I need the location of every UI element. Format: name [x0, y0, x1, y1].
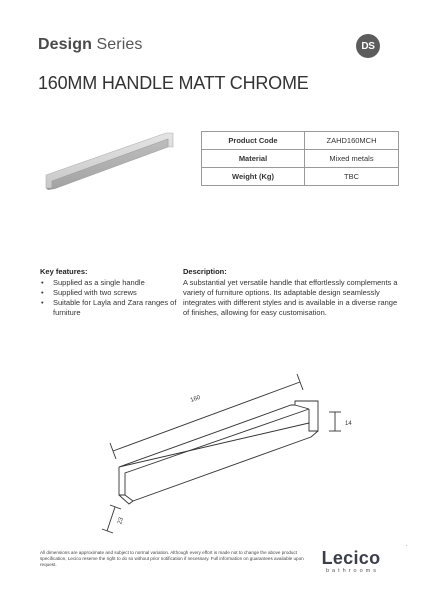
length-dimension	[110, 374, 303, 459]
table-row	[202, 150, 399, 168]
series-bold: Design	[38, 36, 92, 53]
spec-value: TBC	[305, 168, 399, 186]
description-text: A substantial yet versatile handle that effortlessly complements a variety of furniture options. Its adaptable design seamlessly integrates with different styles and is available in a diverse range of finishes, allowing for easy customisation.	[183, 278, 398, 317]
spec-table	[201, 131, 399, 186]
bullet-icon: •	[41, 298, 44, 307]
lecico-logo	[320, 549, 382, 574]
description-heading: Description:	[183, 267, 227, 276]
length-label: 160	[189, 394, 202, 404]
key-features-heading: Key features:	[40, 267, 88, 276]
logo-name: Lecico	[321, 548, 381, 568]
table-row	[202, 132, 399, 150]
decorative-dot	[406, 545, 407, 546]
list-item	[40, 298, 180, 318]
page-title: 160MM HANDLE MATT CHROME	[38, 73, 309, 93]
height-label: 14	[345, 421, 352, 427]
feature-text: Suitable for Layla and Zara ranges of furniture	[53, 298, 177, 317]
spec-label: Weight (Kg)	[202, 168, 305, 186]
feature-text: Supplied with two screws	[53, 288, 137, 297]
series-rest: Series	[91, 36, 143, 53]
key-features-list	[40, 278, 180, 318]
bullet-icon: •	[41, 288, 44, 297]
handle-outline	[119, 401, 318, 504]
spec-value: ZAHD160MCH	[305, 132, 399, 150]
bullet-icon: •	[41, 278, 44, 287]
handle-product-image	[40, 125, 190, 205]
logo-subtitle: bathrooms	[326, 568, 379, 574]
spec-label: Material	[202, 150, 305, 168]
ds-badge: DS	[356, 34, 380, 58]
feature-text: Supplied as a single handle	[53, 278, 145, 287]
technical-drawing	[95, 365, 395, 540]
spec-label: Product Code	[202, 132, 305, 150]
depth-label: 23	[117, 516, 125, 526]
height-dimension	[329, 412, 341, 431]
list-item	[40, 278, 180, 288]
list-item	[40, 288, 180, 298]
series-title	[38, 36, 142, 54]
spec-value: Mixed metals	[305, 150, 399, 168]
table-row	[202, 168, 399, 186]
disclaimer-text: All dimensions are approximate and subject to normal variation. Although every effort is made not to change the above product specification, Lecico reserve the right to do so without prior notification if necessary. Full information on guarantees available upon request.	[40, 550, 304, 567]
